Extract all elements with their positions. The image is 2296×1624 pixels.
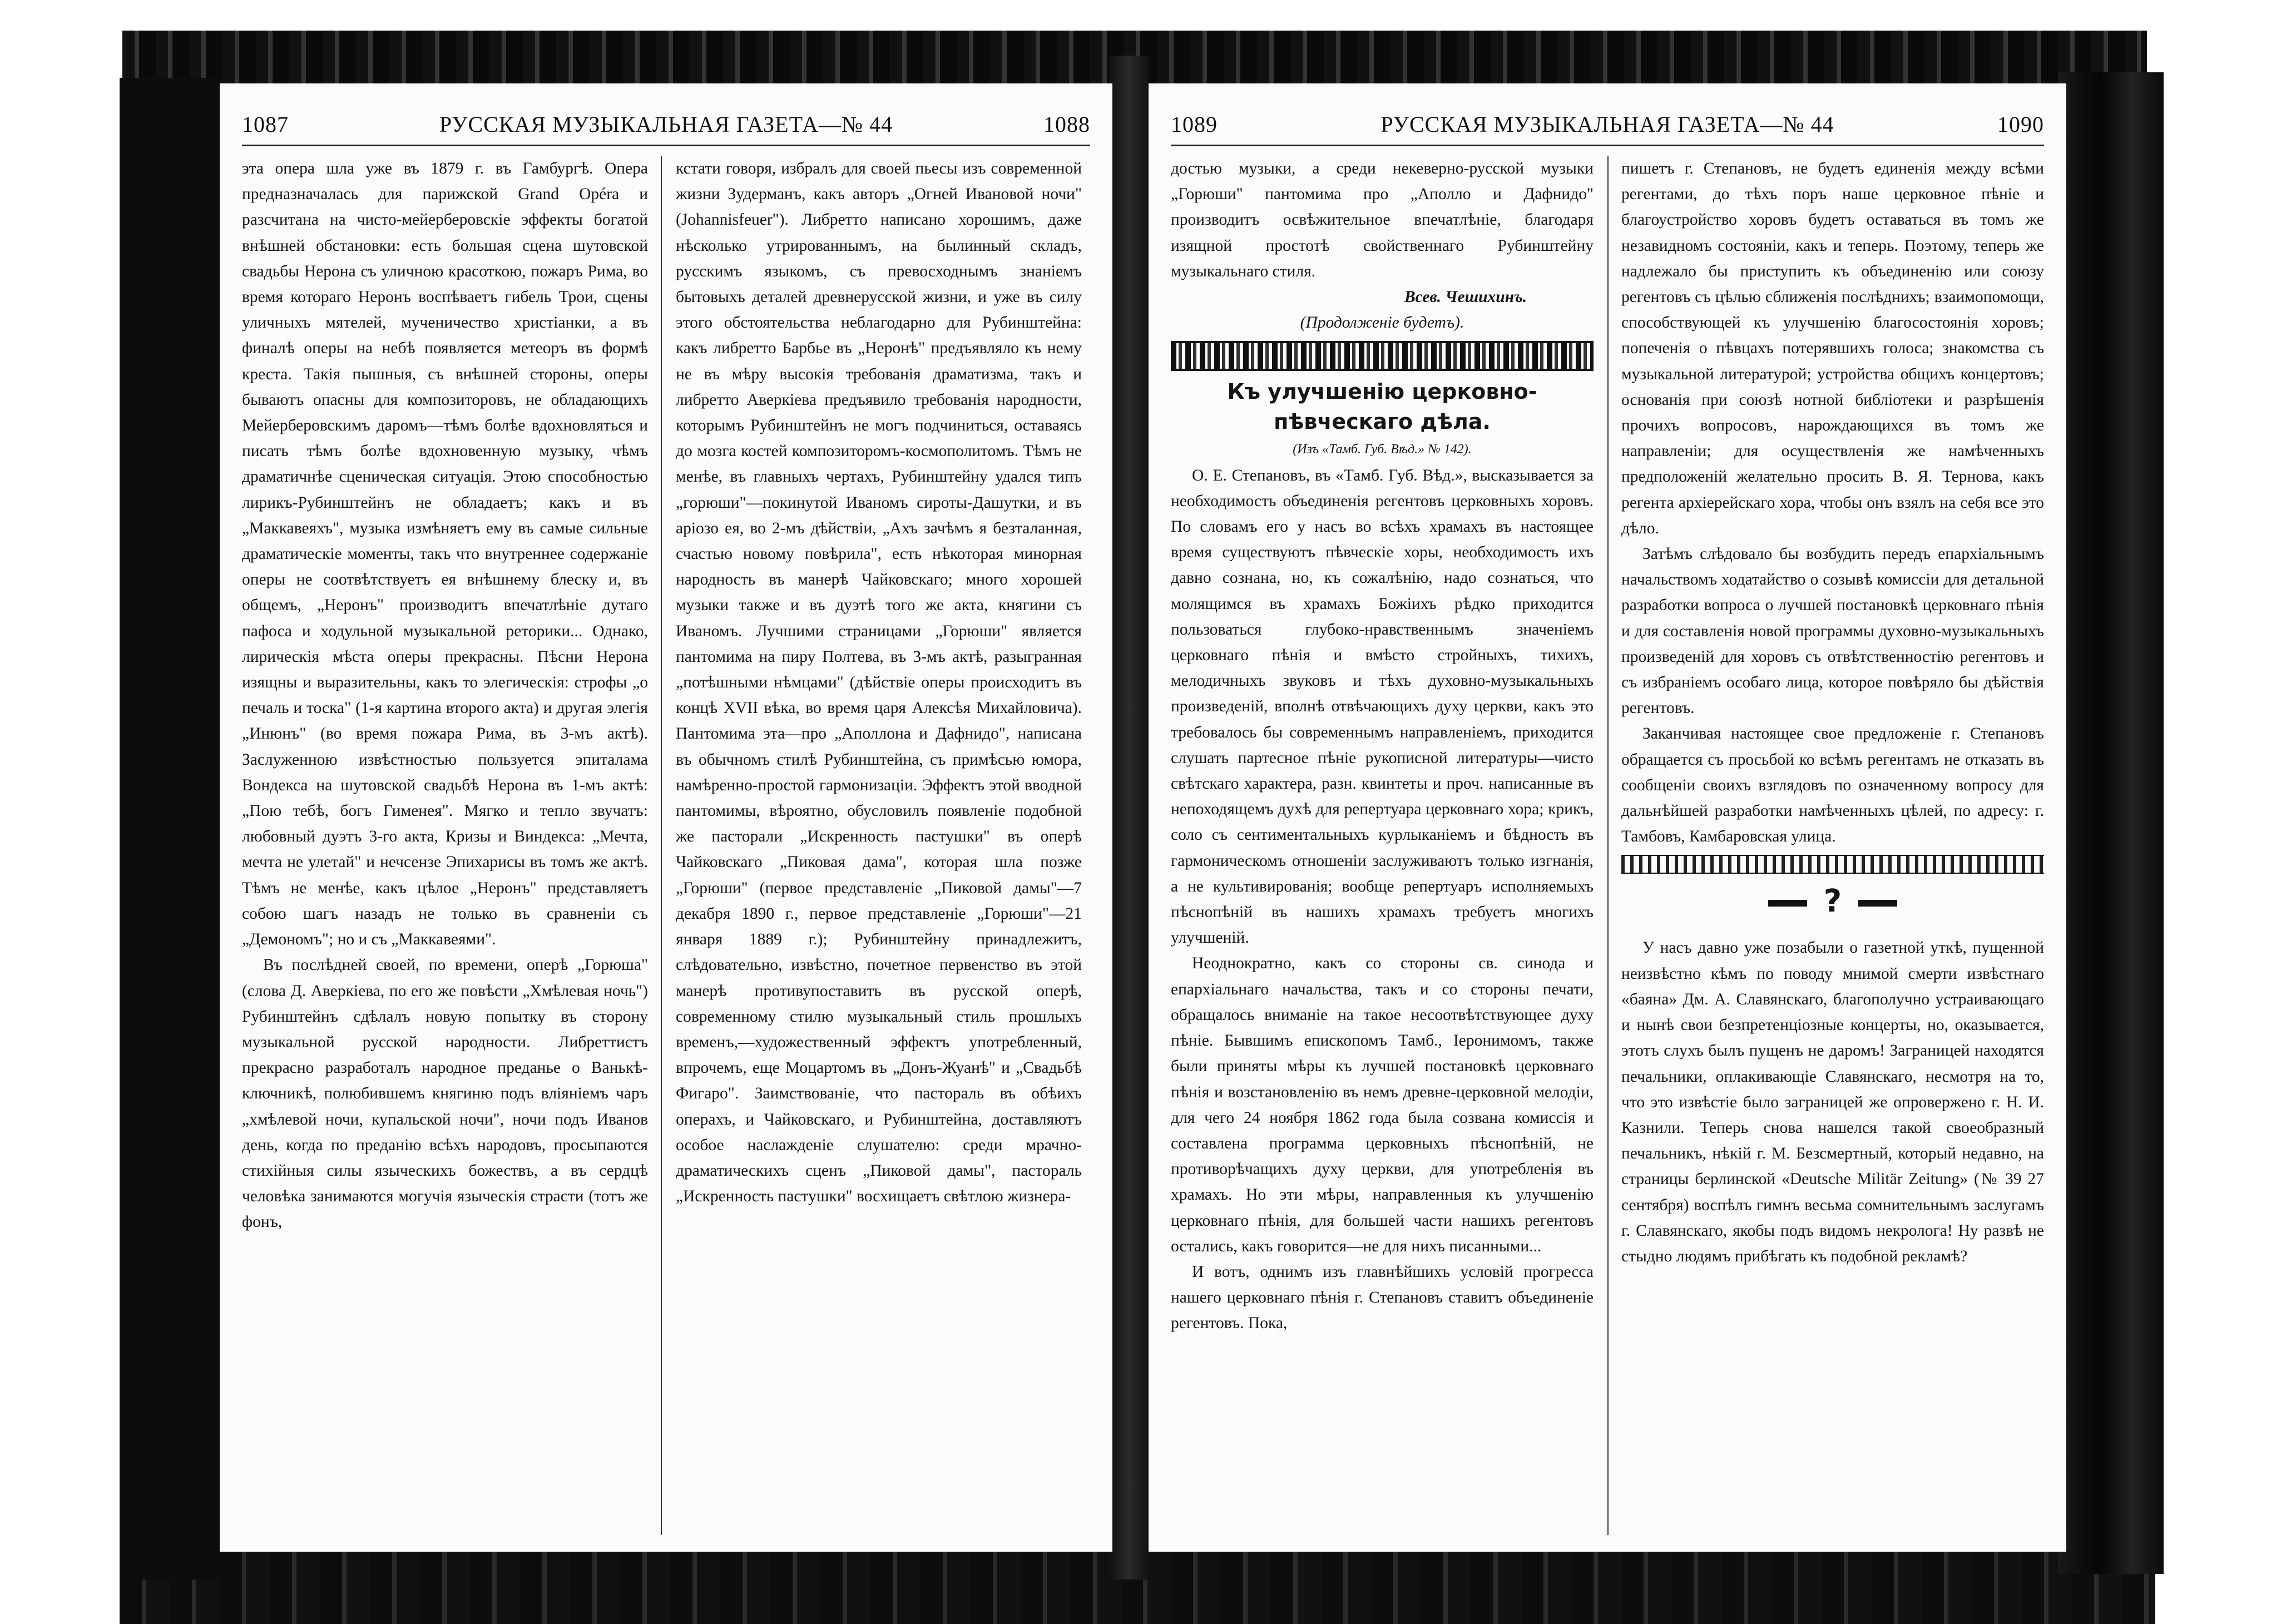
dash-ornament [1858,900,1897,907]
left-page-column-2 [676,156,1082,1209]
author-signature: Всев. Чешихинъ. [1404,288,1527,306]
book-gutter [1110,56,1149,1580]
ornamental-divider [1621,855,2044,874]
right-page [1149,83,2066,1552]
continued-note: (Продолженіе будетъ). [1300,314,1464,332]
left-page [220,83,1112,1552]
right-page-column-3 [1171,156,1594,1336]
question-mark: ? [1823,883,1842,920]
paragraph: Заканчивая настоящее свое предложеніе г. Степановъ обращается съ просьбой ко всѣмъ регентамъ не отказать въ сообщеніи своихъ взглядовъ по означенному вопросу для дальнѣйшей разработки намѣченныхъ цѣлей, по адресу: г. Тамбовъ, Камбаровская улица. [1621,725,2044,846]
paragraph: эта опера шла уже въ 1879 г. въ Гамбургѣ. Опера предназначалась для парижской Grand Opéra и разсчитана на чисто-мейерберовскіе эффекты богатой внѣшней обстановки: есть большая сцена шутовской свадьбы Нерона съ уличною красоткою, пожаръ Рима, во время котораго Неронъ воспѣваетъ гибель Трои, сцены уличныхъ мятелей, мученичество христіанки, а въ финалѣ оперы на небѣ появляется метеоръ въ формѣ креста. Такія пышныя, съ внѣшней стороны, оперы бываютъ опасны для композиторовъ, не обладающихъ Мейерберовскимъ даромъ—тѣмъ болѣе вдохновляться и писать тѣмъ болѣе вдохновенную музыку, чѣмъ драматичнѣе сценическая ситуація. Этою способностью лирикъ-Рубинштейнъ не обладаетъ; какъ и въ „Маккавеяхъ", музыка измѣняетъ ему въ самые сильные драматическіе моменты, такъ что внутреннее содержаніе оперы не соотвѣтствуетъ ея внѣшнему блеску и, въ общемъ, „Неронъ" производитъ впечатлѣніе дутаго пафоса и ходульной музыкальной реторики... Однако, лирическія мѣста оперы прекрасны. Пѣсни Нерона изящны и выразительны, какъ то элегическія: строфы „о печаль и тоска" (1-я картина второго акта) и другая элегія „Инюнъ" (во время пожара Рима, въ 3-мъ актѣ). Заслуженною извѣстностью пользуется эпиталама Вондекса на шутовской свадьбѣ Нерона въ 1-мъ актѣ: „Пою тебѣ, богъ Гименея". Мягко и тепло звучатъ: любовный дуэтъ 3-го акта, Кризы и Виндекса: „Мечта, мечта не улетай" и нечсензе Эпихарисы въ томъ же актѣ. Тѣмъ не менѣе, какъ цѣлое „Неронъ" представляетъ собою шагъ назадъ не только въ сравненіи съ „Демономъ"; но и съ „Маккавеями". [242,160,648,949]
column-rule [1607,156,1609,1535]
article-source: (Изъ «Тамб. Губ. Вѣд.» № 142). [1293,442,1472,457]
paragraph: Въ послѣдней своей, по времени, оперѣ „Горюша" (слова Д. Аверкіева, по его же повѣсти „Хмѣлевая ночь") Рубинштейнъ сдѣлалъ новую попытку въ сторону музыкальной русской народности. Либреттистъ прекрасно разработалъ народное преданье о Ванькѣ-ключникѣ, полюбившемъ княгиню подъ вліяніемъ чаръ „хмѣлевой ночи, купальской ночи", ночи подъ Иванов день, когда по преданію всѣхъ народовъ, просыпаются стихійныя силы языческихъ божествъ, а въ сердцѣ человѣка занимаются могучія языческія страсти (тотъ же фонъ, [242,956,648,1231]
section-mark [1621,879,2044,924]
paragraph: Неоднократно, какъ со стороны св. синода и епархіальнаго начальства, такъ и со стороны печати, обращалось вниманіе на такое несоотвѣтствующее духу пѣніе. Бывшимъ епископомъ Тамб., Іеронимомъ, также были приняты мѣры къ лучшей постановкѣ церковнаго пѣнія и возстановленію въ немъ древне-церковной мелодіи, для чего 24 ноября 1862 года была созвана комиссія и составлена программа церковныхъ пѣснопѣній, не противорѣчащихъ духу церкви, для употребленія въ храмахъ. Но эти мѣры, направленныя къ улучшенію церковнаго пѣнія, для большей части нашихъ регентовъ остались, какъ говорится—не для нихъ писанными... [1171,954,1594,1255]
page-number-1087: 1087 [242,112,289,137]
page-number-1089: 1089 [1171,112,1218,137]
paragraph: У насъ давно уже позабыли о газетной уткѣ, пущенной неизвѣстно кѣмъ по поводу мнимой смерти извѣстнаго «баяна» Дм. А. Славянскаго, благополучно устраивающаго и нынѣ свои безпретенціозные концерты, но, оказывается, этотъ слухъ былъ пущенъ не даромъ! Заграницей находятся печальники, оплакивающіе Славянскаго, несмотря на то, что это извѣстіе было заграницей же опровержено г. Н. И. Казнили. Теперь снова нашелся такой своеобразный печальникъ, нѣкій г. М. Безсмертный, который недавно, на страницы берлинской «Deutsche Militär Zeitung» (№ 39 27 сентября) воспѣлъ гимнъ весьма сомнительнымъ заслугамъ г. Славянскаго, якобы подъ видомъ некролога! Ну развѣ не стыдно людямъ прибѣгать къ подобной рекламѣ? [1621,939,2044,1265]
paragraph: Затѣмъ слѣдовало бы возбудить передъ епархіальнымъ начальствомъ ходатайство о созывѣ комиссіи для детальной разработки вопроса о лучшей постановкѣ церковнаго пѣнія и для составленія новой программы духовно-музыкальныхъ произведеній для хоровъ съ отвѣтственностію регентовъ и съ избраніемъ особаго лица, которое повѣряло бы дѣйствія регентовъ. [1621,545,2044,717]
paragraph: И вотъ, однимъ изъ главнѣйшихъ условій прогресса нашего церковнаго пѣнія г. Степановъ ставитъ объединеніе регентовъ. Пока, [1171,1262,1594,1333]
running-head-left [242,111,1090,146]
book-edge-left [120,78,222,1580]
paragraph: кстати говоря, избралъ для своей пьесы изъ современной жизни Зудерманъ, какъ авторъ „Огней Ивановой ночи" (Johannisfeuer"). Либретто написано хорошимъ, даже нѣсколько утрированнымъ, на былинный складъ, русскимъ языкомъ, съ превосходнымъ знаніемъ бытовыхъ деталей древнерусской жизни, и уже въ силу этого обстоятельства неблагодарно для Рубинштейна: какъ либретто Барбье въ „Неронѣ" предъявляло къ нему не въ мѣру высокія требованія драматизма, такъ и либретто Аверкіева предъявило требованія народности, которымъ Рубинштейнъ не могъ подчиниться, оставаясь до мозга костей композиторомъ-космополитомъ. Тѣмъ не менѣе, въ главныхъ чертахъ, Рубинштейну удался типъ „горюши"—покинутой Иваномъ сироты-Дашутки, и въ аріозо ея, во 2-мъ дѣйствіи, „Ахъ зачѣмъ я безталанная, счастью новому повѣрила", есть нѣкоторая минорная народность въ манерѣ Чайковскаго; много хорошей музыки также и въ дуэтѣ того же акта, княгини съ Иваномъ. Лучшими страницами „Горюши" является пантомима на пиру Полтева, въ 3-мъ актѣ, разыгранная „потѣшными нѣмцами" (дѣйствіе оперы происходитъ въ концѣ XVII вѣка, во время царя Алексѣя Михайловича). Пантомима эта—про „Аполлона и Дафнидо", написана въ обычномъ стилѣ Рубинштейна, съ примѣсью юмора, намѣренно-простой гармонизаціи. Эффектъ этой вводной пантомимы, вѣроятно, обусловилъ появленіе подобной же пасторали „Искренность пастушки" въ оперѣ Чайковскаго „Пиковая дама", которая шла позже „Горюши" (первое представленіе „Пиковой дамы"—7 декабря 1890 г., первое представленіе „Горюши"—21 января 1889 г.); Рубинштейну принадлежитъ, слѣдовательно, извѣстно, почетное первенство въ этой манерѣ противупоставить въ русской оперѣ, современному стилю музыкальный стиль прошлыхъ временъ,—художественный эффектъ употребленный, впрочемъ, еще Моцартомъ въ „Донъ-Жуанѣ" и „Свадьбѣ Фигаро". Заимствованіе, что пастораль въ обѣихъ операхъ, и Чайковскаго, и Рубинштейна, доставляютъ особое наслажденіе слушателю: среди мрачно-драматическихъ сценъ „Пиковой дамы", пастораль „Искренность пастушки" восхищаетъ свѣтлою жизнера- [676,160,1082,1206]
right-page-column-4 [1621,156,2044,1269]
paragraph: О. Е. Степановъ, въ «Тамб. Губ. Вѣд.», высказывается за необходимость объединенія регентовъ церковныхъ хоровъ. По словамъ его у насъ во всѣхъ храмахъ въ настоящее время существуютъ пѣвческіе хоры, необходимость ихъ давно сознана, но, къ сожалѣнію, надо сознаться, что молящимся въ храмахъ Божіихъ рѣдко приходится пользоваться глубоко-нравственнымъ значеніемъ церковнаго пѣнія и вмѣсто стройныхъ, тихихъ, мелодичныхъ звуковъ и тѣхъ духовно-музыкальныхъ произведеній, вполнѣ отвѣчающихъ духу церкви, какъ это требовалось бы современнымъ направленіемъ, приходится слушать партесное пѣніе рукописной литературы—чисто свѣтскаго характера, разн. квинтеты и проч. написанные въ непоходящемъ духѣ для репертуара церковнаго хора; крикъ, соло съ сентиментальныхъ курлыканіемъ и бѣдность въ гармоническомъ отношеніи заслуживаютъ только изгнанія, а не культивированія; вообще репертуаръ исполняемыхъ пѣснопѣній въ нашихъ храмахъ требуетъ многихъ улучшеній. [1171,466,1594,947]
running-head-right [1171,111,2044,146]
page-number-1088: 1088 [1043,112,1090,137]
ornamental-divider [1171,341,1594,371]
book-edge-right [2058,72,2164,1574]
paragraph: достью музыки, а среди некеверно-русской музыки „Горюши" пантомима про „Аполло и Дафнидо" производитъ освѣжительное впечатлѣніе, благодаря изящной простотѣ свойственнаго Рубинштейну музыкальнаго стиля. [1171,160,1594,280]
article-title: Къ улучшенію церковно-пѣвческаго дѣла. [1227,379,1537,434]
page-number-1090: 1090 [1997,112,2044,137]
left-page-column-1 [242,156,648,1235]
running-title: РУССКАЯ МУЗЫКАЛЬНАЯ ГАЗЕТА—№ 44 [439,112,893,137]
column-rule [661,156,662,1535]
running-title: РУССКАЯ МУЗЫКАЛЬНАЯ ГАЗЕТА—№ 44 [1380,112,1834,137]
dash-ornament [1768,900,1807,907]
paragraph: пишетъ г. Степановъ, не будетъ единенія между всѣми регентами, до тѣхъ поръ наше церковное пѣніе и благоустройство хоровъ будетъ оставаться въ томъ же незавидномъ состояніи, какъ и теперь. Поэтому, теперь же надлежало бы приступить къ объединенію или союзу регентовъ съ цѣлью сближенія послѣднихъ; взаимопомощи, способствующей къ улучшенію благосостоянія хоровъ; попеченія о пѣвцахъ потерявшихъ голоса; знакомства съ музыкальной литературой; устройства общихъ концертовъ; основанія при союзѣ нотной библіотеки и разрѣшенія прочихъ вопросовъ, нарождающихся въ томъ же направленіи; для осуществленія же намѣченныхъ предположеній желательно просить В. Я. Тернова, какъ регента архіерейскаго хора, чтобы онъ взялъ на себя все это дѣло. [1621,160,2044,537]
